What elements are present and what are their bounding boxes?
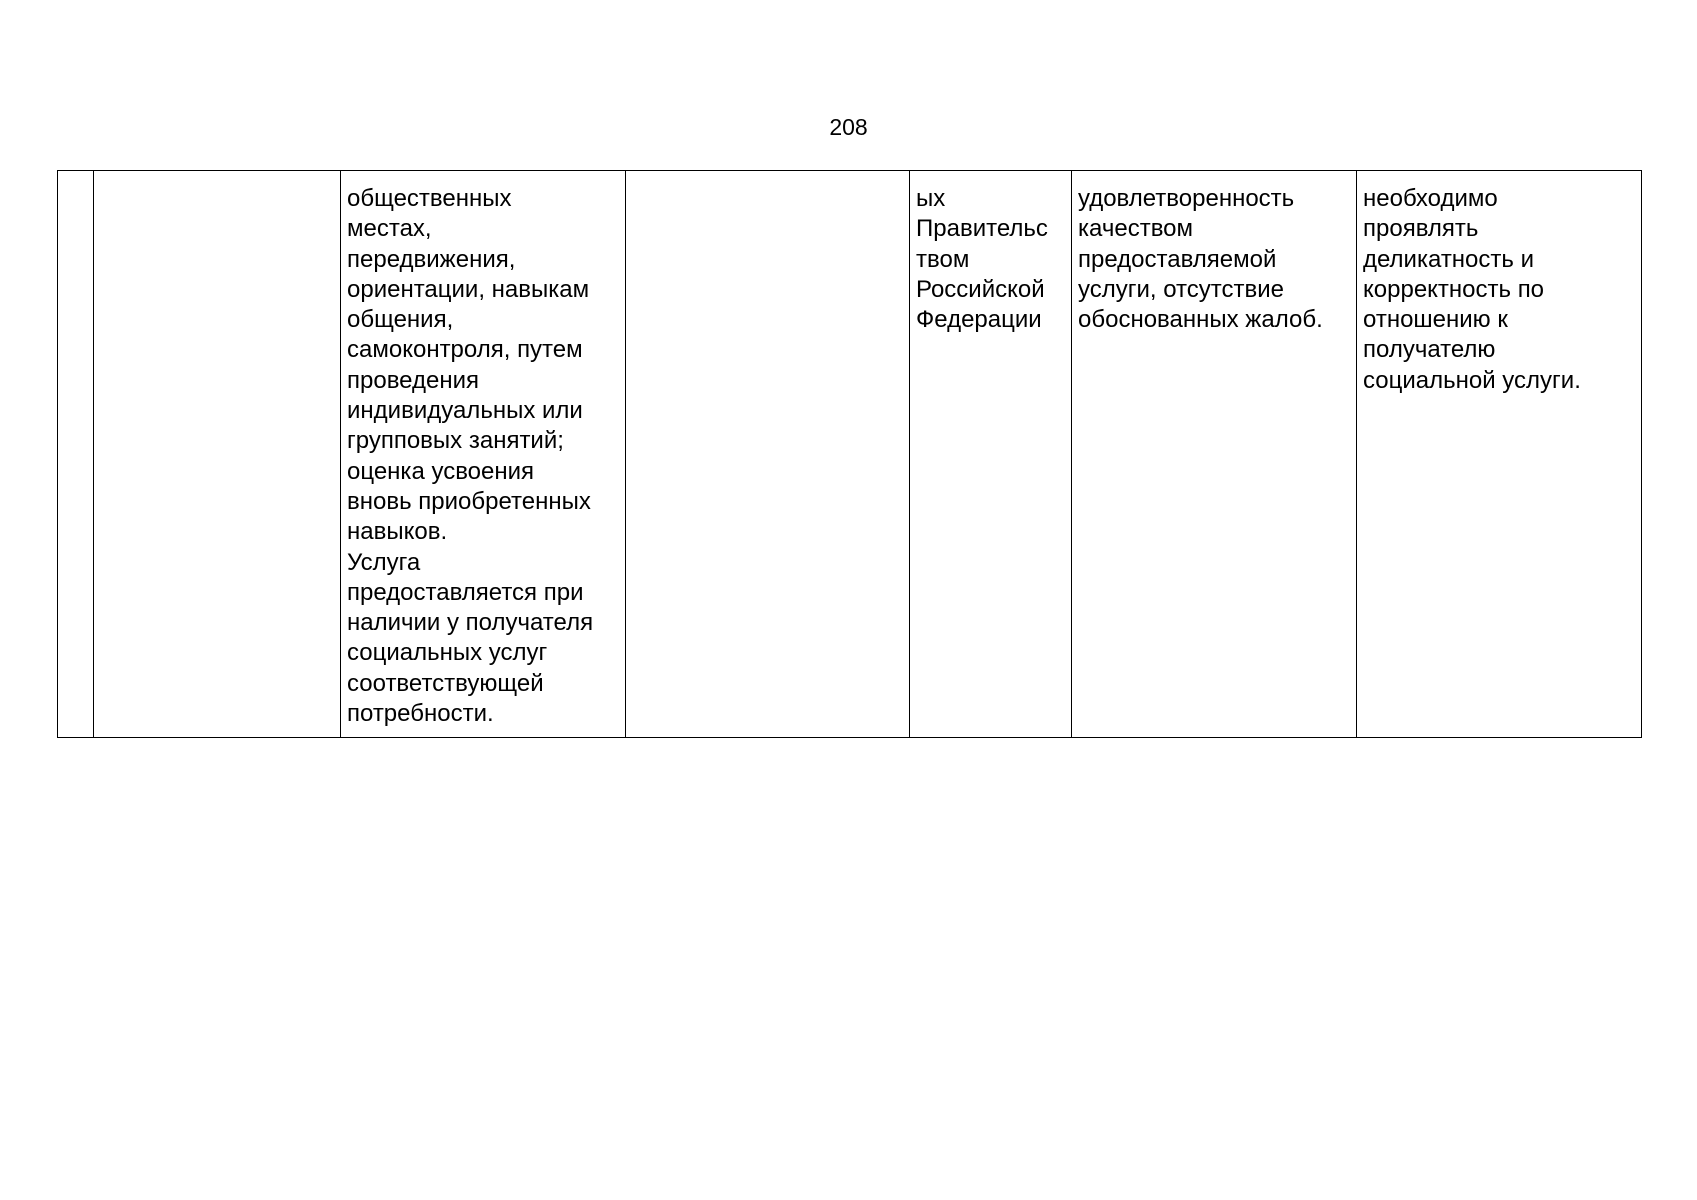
table-cell-conditions: необходимо проявлять деликатность и корректность по отношению к получателю социальной услуги. xyxy=(1357,171,1642,738)
table-cell-number xyxy=(58,171,94,738)
table-cell-service-name xyxy=(94,171,341,738)
table-cell-quality-indicators: удовлетворенность качеством предоставляемой услуги, отсутствие обоснованных жалоб. xyxy=(1072,171,1357,738)
table-cell-timing xyxy=(626,171,910,738)
document-table xyxy=(57,170,1642,738)
table-cell-cost: ых Правительс твом Российской Федерации xyxy=(910,171,1072,738)
table-row xyxy=(58,171,1642,738)
table-cell-service-description: общественных местах, передвижения, ориентации, навыкам общения, самоконтроля, путем проведения индивидуальных или групповых занятий; оценка усвоения вновь приобретенных навыков. Услуга предоставляется при наличии у получателя социальных услуг соответствующей потребности. xyxy=(341,171,626,738)
page-number: 208 xyxy=(829,114,868,140)
